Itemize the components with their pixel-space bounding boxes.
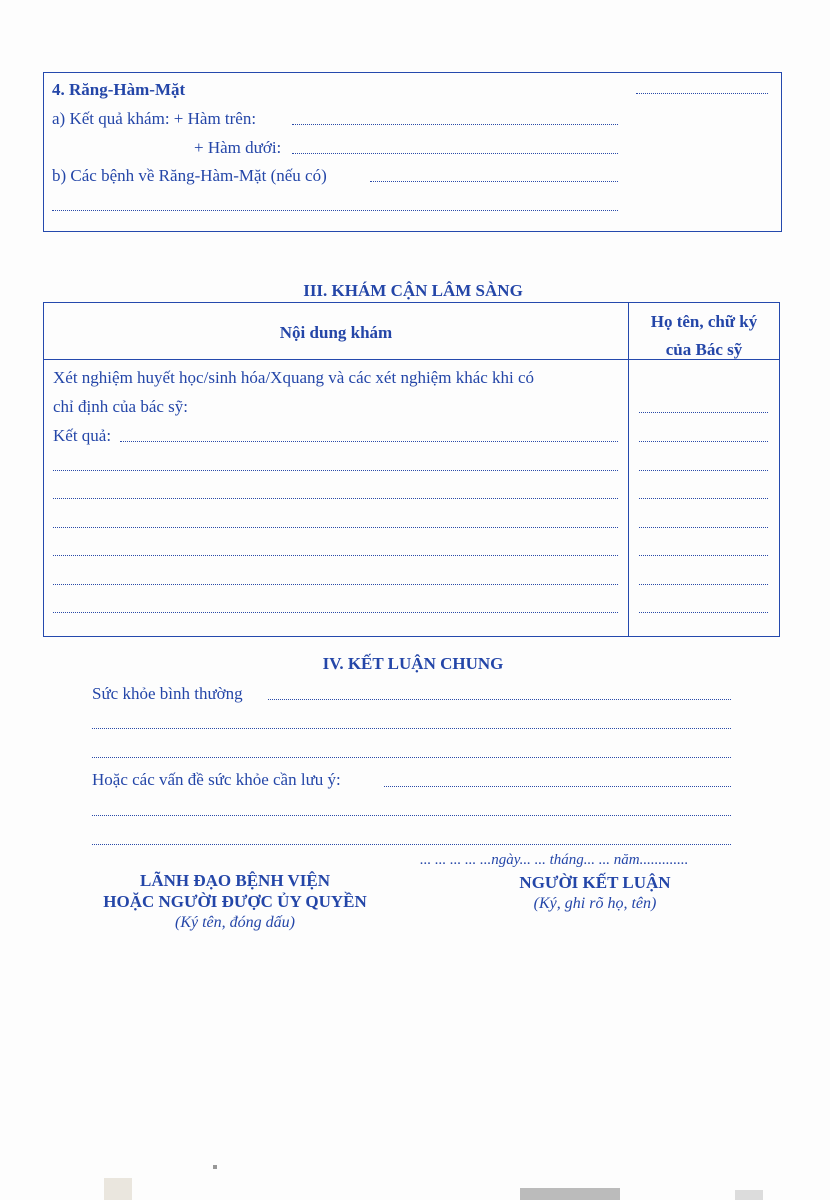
doctor-signature-line[interactable] (639, 441, 768, 442)
month-word: tháng (549, 852, 584, 868)
lab-result-label: Kết quả: (53, 426, 112, 445)
conclusion-heading: IV. KẾT LUẬN CHUNG (322, 654, 504, 673)
month-field[interactable]: ... ... (583, 852, 611, 868)
dental-result-upper-label: a) Kết quả khám: + Hàm trên: (52, 109, 257, 128)
lab-result-line[interactable] (53, 584, 618, 585)
lab-test-description-2: chỉ định của bác sỹ: (53, 397, 189, 416)
lab-result-line[interactable] (53, 527, 618, 528)
dental-doctor-line[interactable] (636, 93, 768, 94)
dental-upper-field[interactable] (292, 124, 618, 125)
scan-artifact (520, 1188, 620, 1200)
left-signer-title-2: HOẶC NGƯỜI ĐƯỢC ỦY QUYỀN (103, 892, 367, 911)
day-word: ngày (491, 852, 520, 868)
left-signer-title-1: LÃNH ĐẠO BỆNH VIỆN (139, 871, 331, 890)
right-signer-title: NGƯỜI KẾT LUẬN (519, 873, 671, 892)
lab-result-line[interactable] (53, 470, 618, 471)
dental-lower-field[interactable] (292, 153, 618, 154)
year-field[interactable]: ............. (639, 852, 689, 868)
left-signer-note: (Ký tên, đóng dấu) (175, 914, 295, 931)
date-prefix[interactable]: ... ... ... ... ... (420, 852, 492, 868)
conclusion-line[interactable] (92, 757, 731, 758)
lab-result-field[interactable] (120, 441, 618, 442)
doctor-signature-line[interactable] (639, 498, 768, 499)
day-field[interactable]: ... ... (519, 852, 546, 868)
col-header-content: Nội dung khám (279, 323, 393, 342)
health-issues-field[interactable] (384, 786, 731, 787)
conclusion-line[interactable] (92, 815, 731, 816)
doctor-signature-line[interactable] (639, 584, 768, 585)
col-header-doctor-1: Họ tên, chữ ký (650, 312, 758, 331)
right-signer-note: (Ký, ghi rõ họ, tên) (533, 895, 657, 912)
conclusion-line[interactable] (92, 844, 731, 845)
lab-test-description-1: Xét nghiệm huyết học/sinh hóa/Xquang và các xét nghiệm khác khi có (53, 368, 535, 387)
normal-health-label: Sức khỏe bình thường (92, 684, 243, 703)
doctor-signature-line[interactable] (639, 527, 768, 528)
doctor-signature-line[interactable] (639, 470, 768, 471)
dental-disease-field[interactable] (370, 181, 618, 182)
scan-artifact (735, 1190, 763, 1200)
col-header-doctor-2: của Bác sỹ (665, 340, 743, 359)
normal-health-field[interactable] (268, 699, 731, 700)
year-word: năm (613, 852, 640, 868)
doctor-signature-line[interactable] (639, 412, 768, 413)
scan-artifact (104, 1178, 132, 1200)
conclusion-line[interactable] (92, 728, 731, 729)
lab-exam-heading: III. KHÁM CẬN LÂM SÀNG (303, 281, 523, 300)
health-issues-label: Hoặc các vấn đề sức khỏe cần lưu ý: (92, 770, 341, 789)
lab-result-line[interactable] (53, 612, 618, 613)
lab-result-line[interactable] (53, 555, 618, 556)
dental-disease-label: b) Các bệnh về Răng-Hàm-Mặt (nếu có) (52, 166, 327, 185)
lab-result-line[interactable] (53, 498, 618, 499)
dental-result-lower-label: + Hàm dưới: (194, 138, 282, 157)
date-line (420, 852, 688, 869)
dental-heading: 4. Răng-Hàm-Mặt (52, 80, 186, 99)
doctor-signature-line[interactable] (639, 555, 768, 556)
doctor-signature-line[interactable] (639, 612, 768, 613)
scan-artifact (213, 1165, 217, 1169)
dental-disease-field-2[interactable] (52, 210, 618, 211)
